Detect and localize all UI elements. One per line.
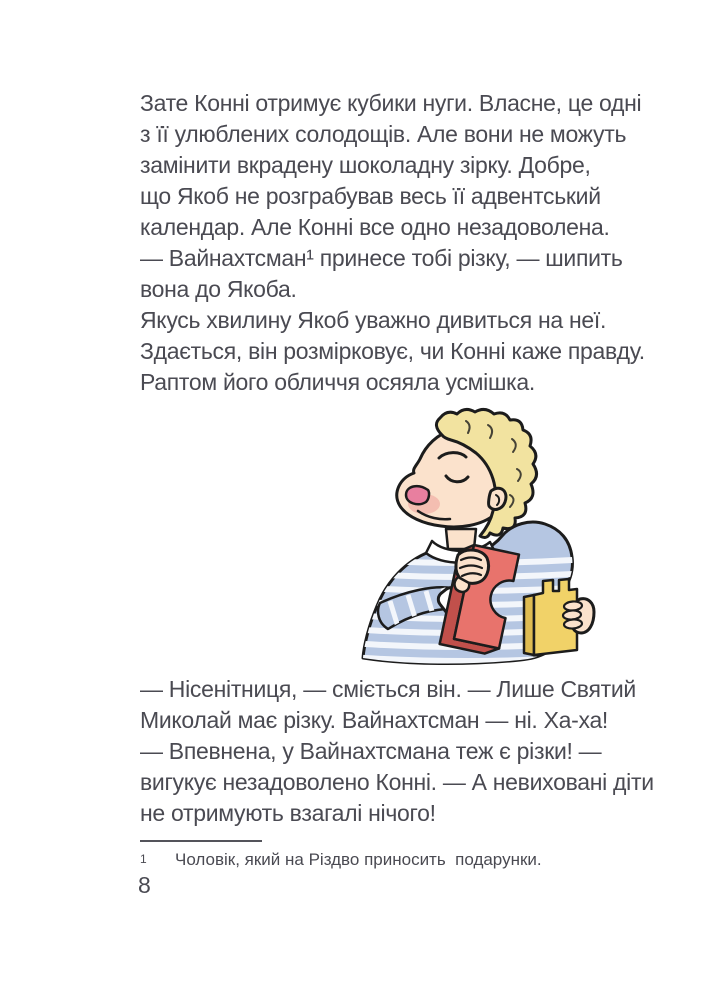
text-line: Раптом його обличчя осяяла усмішка. (140, 369, 535, 395)
text-line: Миколай має різку. Вайнахтсман — ні. Ха-ха! (140, 707, 609, 733)
text-line: — Нісенітниця, — сміється він. — Лише Святий (140, 676, 636, 702)
boy-hand-right (563, 599, 594, 633)
paragraph-2 (140, 674, 654, 829)
footnote (140, 849, 620, 871)
footnote-divider (140, 840, 262, 842)
boy-tongue (406, 486, 429, 504)
footnote-text: Чоловік, який на Різдво приносить подарунки. (175, 850, 542, 869)
text-line: Якусь хвилину Якоб уважно дивиться на неї. (140, 307, 607, 333)
text-line: — Вайнахтсман¹ принесе тобі різку, — шипить (140, 245, 623, 271)
text-line: Здається, він розмірковує, чи Конні каже правду. (140, 338, 645, 364)
text-line: що Якоб не розграбував весь її адвентський (140, 183, 601, 209)
text-line: календар. Але Конні все одно незадоволена. (140, 214, 610, 240)
text-line: не отримують взагалі нічого! (140, 800, 436, 826)
footnote-marker: 1 (140, 852, 147, 866)
page-number: 8 (138, 872, 151, 898)
text-line: замінити вкрадену шоколадну зірку. Добре, (140, 152, 591, 178)
boy-ear (489, 488, 506, 509)
text-line: Зате Конні отримує кубики нуги. Власне, це одні (140, 90, 642, 116)
text-line: з її улюблених солодощів. Але вони не можуть (140, 121, 627, 147)
text-line: — Впевнена, у Вайнахтсмана теж є різки! — (140, 738, 602, 764)
text-line: вона до Якоба. (140, 276, 297, 302)
boy-illustration (353, 407, 625, 670)
paragraph-1 (140, 88, 645, 398)
text-line: вигукує незадоволено Конні. — А невиховані діти (140, 769, 654, 795)
